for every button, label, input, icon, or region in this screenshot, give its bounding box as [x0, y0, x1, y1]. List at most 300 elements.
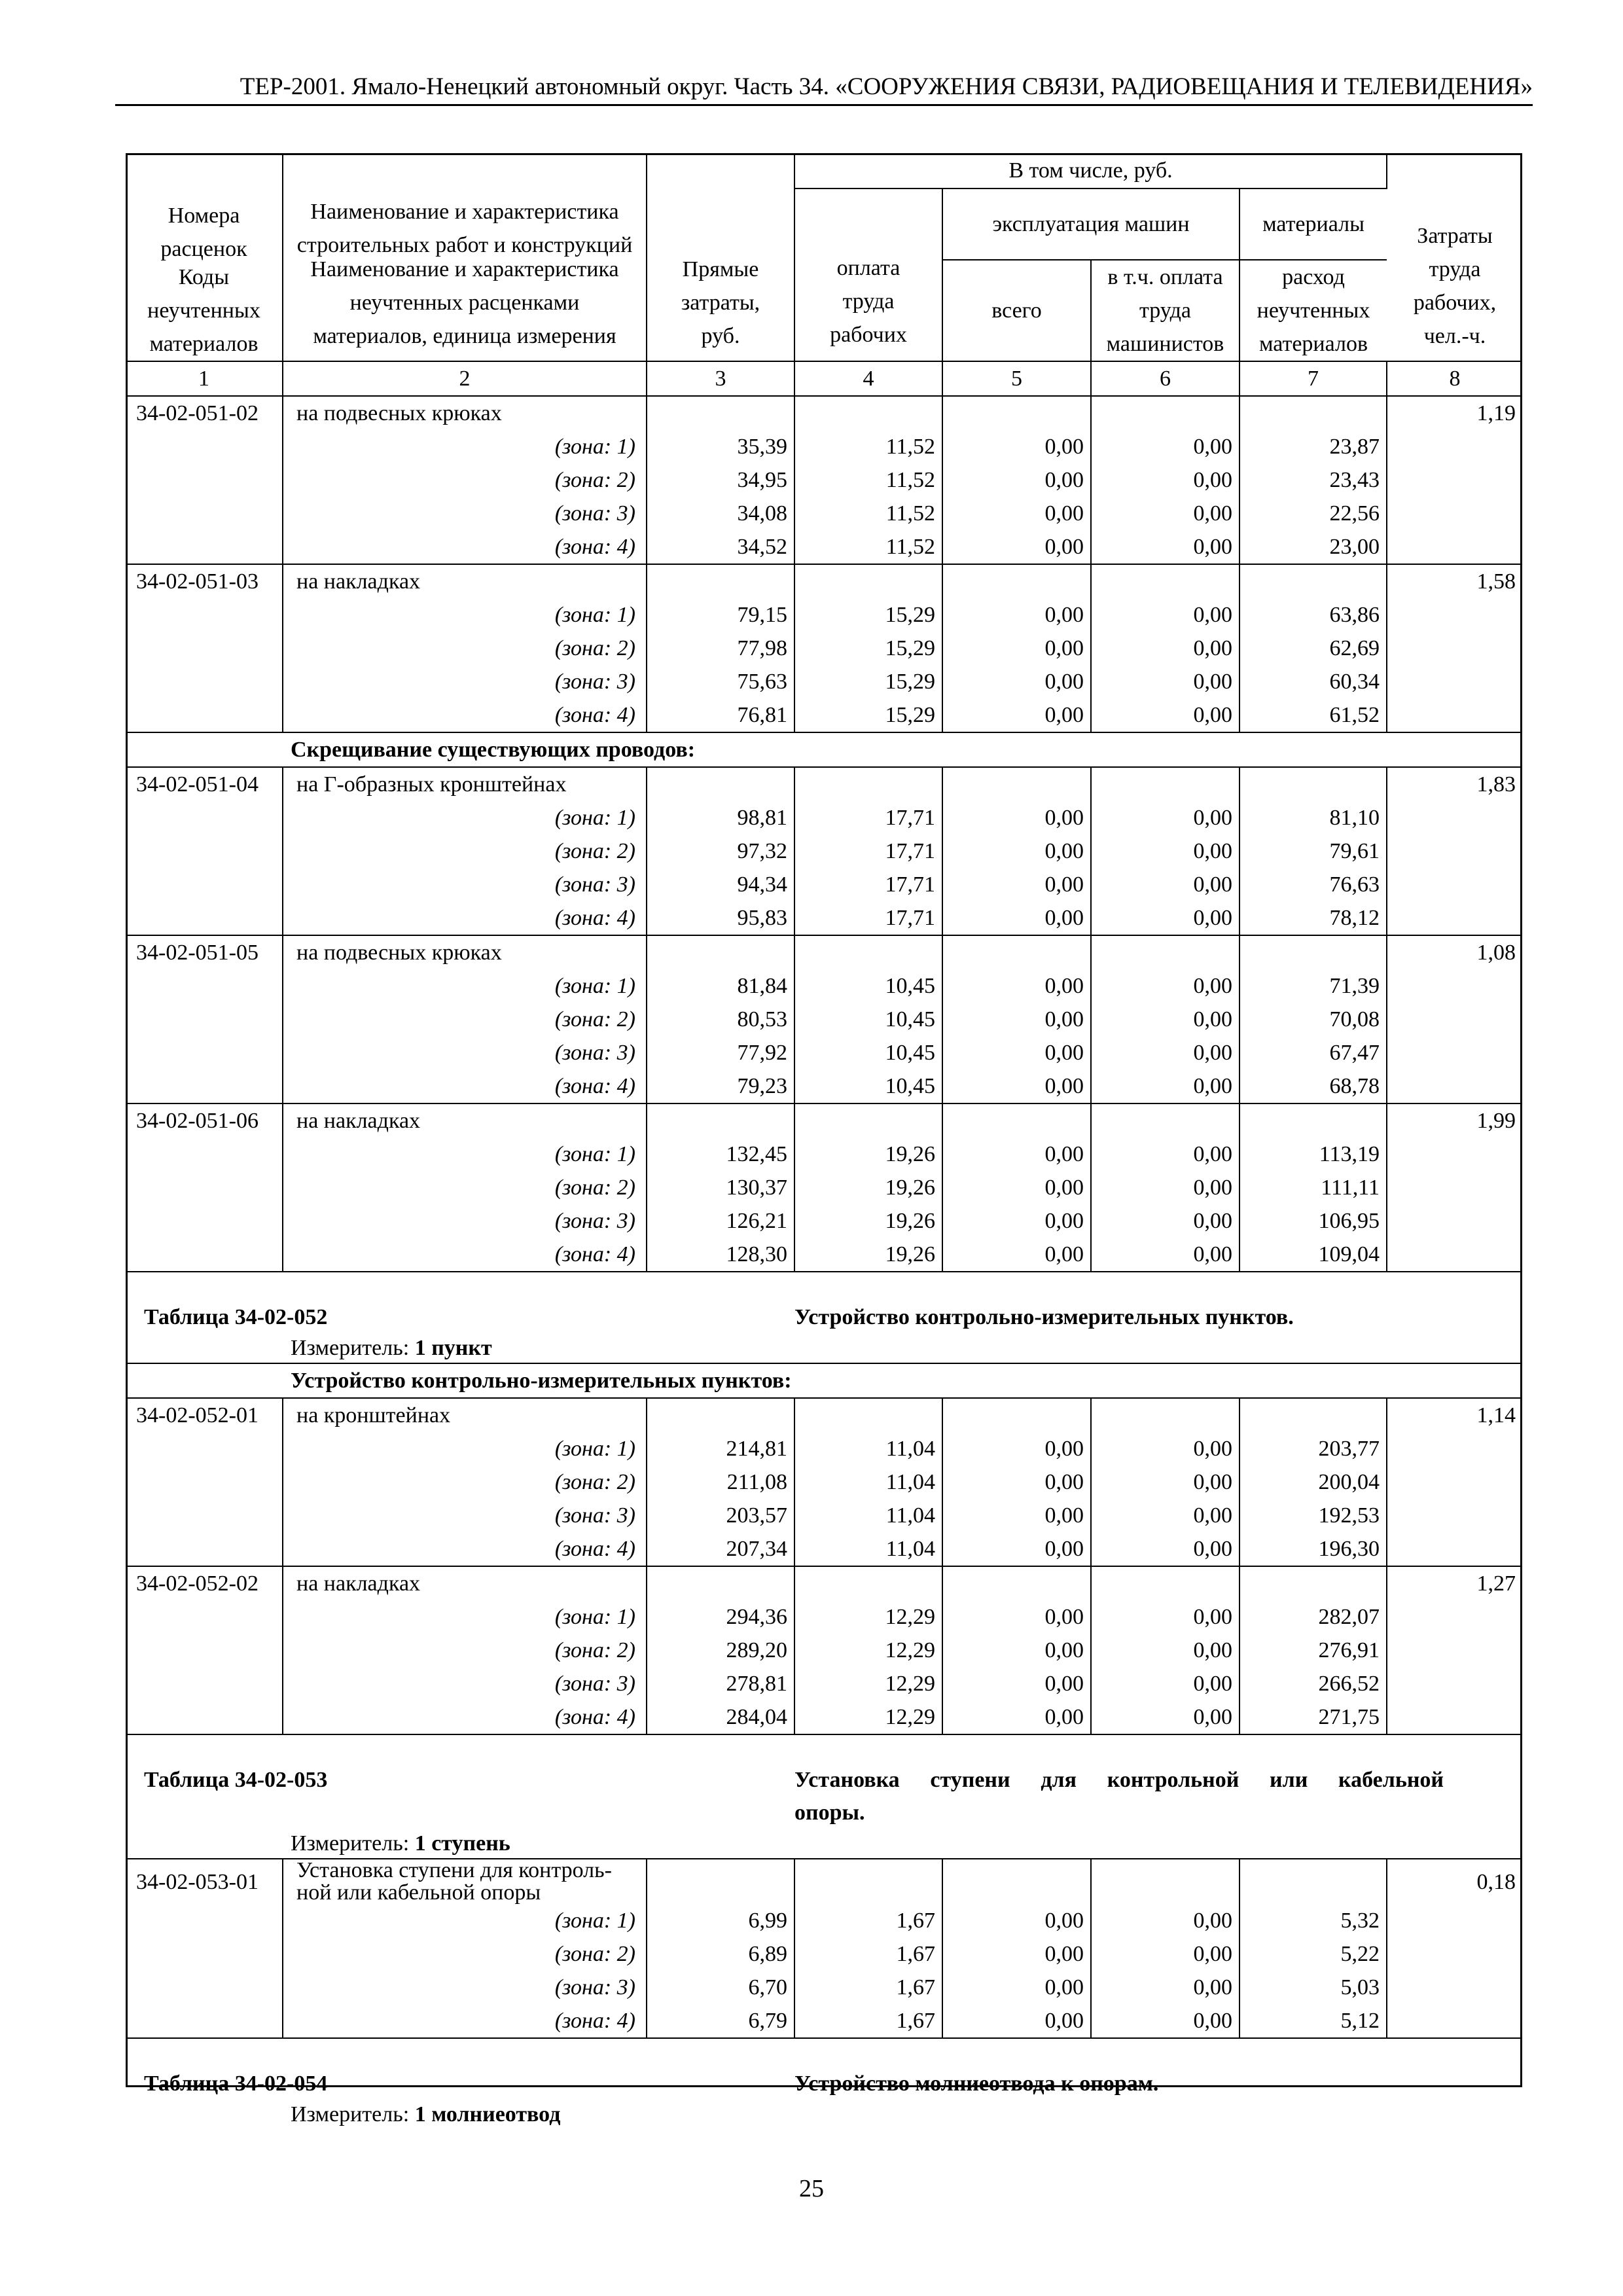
- machinist-wages: 0,00: [1091, 1634, 1240, 1667]
- labor-cost: 1,27: [1476, 1571, 1516, 1596]
- zone-row: [126, 1667, 1522, 1700]
- direct-costs: 34,08: [647, 497, 794, 530]
- empty-cell: [794, 1859, 942, 1904]
- zone-row: [126, 1971, 1522, 2004]
- empty-cell: [647, 767, 794, 801]
- machinist-wages: 0,00: [1091, 2004, 1240, 2038]
- table-row: [126, 396, 1522, 430]
- materials-cost: 266,52: [1240, 1667, 1387, 1700]
- zone-row: [126, 834, 1522, 868]
- empty-cell: [1240, 767, 1387, 801]
- section-title: Устройство контрольно-измерительных пунктов:: [291, 1369, 792, 1393]
- materials-cost: 282,07: [1240, 1600, 1387, 1634]
- machines-total: 0,00: [942, 1432, 1091, 1465]
- rate-code: 34-02-051-03: [126, 564, 283, 598]
- materials-cost: 23,00: [1240, 530, 1387, 564]
- column-number: 6: [1091, 361, 1240, 396]
- materials-cost: 62,69: [1240, 632, 1387, 665]
- empty-cell: [1240, 1398, 1387, 1432]
- machinist-wages: 0,00: [1091, 901, 1240, 935]
- empty-cell: [1387, 1069, 1522, 1103]
- zone-row: [126, 632, 1522, 665]
- empty-cell: [1387, 632, 1522, 665]
- materials-cost: 200,04: [1240, 1465, 1387, 1499]
- empty-cell: [647, 1859, 794, 1904]
- empty-cell: [126, 1634, 283, 1667]
- materials-cost: 60,34: [1240, 665, 1387, 698]
- direct-costs: 80,53: [647, 1003, 794, 1036]
- machines-total: 0,00: [942, 1069, 1091, 1103]
- empty-cell: [126, 1700, 283, 1734]
- worker-wages: 10,45: [794, 1069, 942, 1103]
- empty-cell: [126, 969, 283, 1003]
- empty-cell: [126, 530, 283, 564]
- table-title-line: опоры.: [794, 1801, 865, 1825]
- header-rule: [115, 104, 1533, 106]
- meter-label: Измеритель:: [291, 1336, 410, 1360]
- machines-total: 0,00: [942, 969, 1091, 1003]
- machinist-wages: 0,00: [1091, 1904, 1240, 1937]
- labor-cost: 1,99: [1476, 1109, 1516, 1133]
- direct-costs: 203,57: [647, 1499, 794, 1532]
- zone-row: [126, 1069, 1522, 1103]
- column-number: 2: [283, 361, 647, 396]
- worker-wages: 17,71: [794, 801, 942, 834]
- machines-total: 0,00: [942, 497, 1091, 530]
- zone-label: (зона: 2): [283, 1465, 647, 1499]
- materials-cost: 70,08: [1240, 1003, 1387, 1036]
- zone-label: (зона: 4): [283, 1238, 647, 1272]
- meter: [126, 1334, 1522, 1363]
- empty-cell: [1240, 1566, 1387, 1600]
- machines-total: 0,00: [942, 530, 1091, 564]
- zone-label: (зона: 2): [283, 1003, 647, 1036]
- rate-code: 34-02-053-01: [126, 1859, 283, 1904]
- worker-wages: 11,04: [794, 1465, 942, 1499]
- empty-cell: [1387, 1937, 1522, 1971]
- empty-cell: [794, 1398, 942, 1432]
- worker-wages: 17,71: [794, 868, 942, 901]
- machines-total: 0,00: [942, 598, 1091, 632]
- direct-costs: 79,15: [647, 598, 794, 632]
- zone-row: [126, 1499, 1522, 1532]
- zone-label: (зона: 1): [283, 1432, 647, 1465]
- table-row: [126, 1566, 1522, 1600]
- empty-cell: [1240, 935, 1387, 969]
- column-number: 4: [794, 361, 942, 396]
- zone-row: [126, 1465, 1522, 1499]
- empty-cell: [647, 396, 794, 430]
- empty-cell: [942, 1859, 1091, 1904]
- empty-cell: [1091, 1859, 1240, 1904]
- direct-costs: 75,63: [647, 665, 794, 698]
- worker-wages: 15,29: [794, 632, 942, 665]
- worker-wages: 19,26: [794, 1171, 942, 1204]
- machines-total: 0,00: [942, 463, 1091, 497]
- machines-total: 0,00: [942, 1634, 1091, 1667]
- direct-costs: 34,95: [647, 463, 794, 497]
- materials-cost: 109,04: [1240, 1238, 1387, 1272]
- header-machines: эксплуатация машин: [942, 188, 1240, 260]
- work-name: на накладках: [283, 1566, 647, 1600]
- machines-total: 0,00: [942, 430, 1091, 463]
- direct-costs: 34,52: [647, 530, 794, 564]
- machinist-wages: 0,00: [1091, 1432, 1240, 1465]
- empty-cell: [1387, 1971, 1522, 2004]
- materials-cost: 5,22: [1240, 1937, 1387, 1971]
- machinist-wages: 0,00: [1091, 1171, 1240, 1204]
- empty-cell: [1387, 801, 1522, 834]
- machinist-wages: 0,00: [1091, 1465, 1240, 1499]
- machinist-wages: 0,00: [1091, 463, 1240, 497]
- machinist-wages: 0,00: [1091, 1069, 1240, 1103]
- zone-row: [126, 463, 1522, 497]
- zone-row: [126, 530, 1522, 564]
- zone-label: (зона: 3): [283, 665, 647, 698]
- empty-cell: [1387, 463, 1522, 497]
- zone-row: [126, 1532, 1522, 1566]
- header-group-title: В том числе, руб.: [794, 153, 1387, 188]
- worker-wages: 12,29: [794, 1667, 942, 1700]
- materials-cost: 271,75: [1240, 1700, 1387, 1734]
- zone-label: (зона: 1): [283, 430, 647, 463]
- rate-code: 34-02-052-01: [126, 1398, 283, 1432]
- table-row: [126, 1859, 1522, 1904]
- machines-total: 0,00: [942, 1700, 1091, 1734]
- zone-row: [126, 868, 1522, 901]
- zone-row: [126, 801, 1522, 834]
- table-row: [126, 767, 1522, 801]
- empty-cell: [647, 1103, 794, 1138]
- machines-total: 0,00: [942, 1204, 1091, 1238]
- empty-cell: [1387, 1204, 1522, 1238]
- header-wages: оплата труда рабочих: [794, 188, 942, 361]
- rate-code: 34-02-052-02: [126, 1566, 283, 1600]
- empty-cell: [647, 935, 794, 969]
- header-names: [283, 153, 647, 361]
- zone-row: [126, 1138, 1522, 1171]
- direct-costs: 6,79: [647, 2004, 794, 2038]
- section-row: [126, 732, 1522, 767]
- zone-row: [126, 1634, 1522, 1667]
- materials-cost: 5,12: [1240, 2004, 1387, 2038]
- header-machines-total: всего: [942, 260, 1091, 361]
- empty-cell: [1387, 1667, 1522, 1700]
- zone-label: (зона: 4): [283, 1069, 647, 1103]
- worker-wages: 15,29: [794, 665, 942, 698]
- zone-label: (зона: 1): [283, 598, 647, 632]
- empty-cell: [1387, 430, 1522, 463]
- empty-cell: [942, 767, 1091, 801]
- zone-row: [126, 969, 1522, 1003]
- empty-cell: [647, 1566, 794, 1600]
- worker-wages: 11,04: [794, 1532, 942, 1566]
- empty-cell: [126, 801, 283, 834]
- labor-cost: 1,19: [1476, 401, 1516, 425]
- machines-total: 0,00: [942, 1937, 1091, 1971]
- materials-cost: 111,11: [1240, 1171, 1387, 1204]
- table-title-row: [126, 1272, 1522, 1334]
- zone-row: [126, 1238, 1522, 1272]
- zone-label: (зона: 1): [283, 1138, 647, 1171]
- zone-label: (зона: 1): [283, 1904, 647, 1937]
- zone-row: [126, 1432, 1522, 1465]
- empty-cell: [1387, 1465, 1522, 1499]
- worker-wages: 19,26: [794, 1238, 942, 1272]
- zone-label: (зона: 4): [283, 901, 647, 935]
- direct-costs: 289,20: [647, 1634, 794, 1667]
- rate-code: 34-02-051-02: [126, 396, 283, 430]
- zone-row: [126, 1171, 1522, 1204]
- empty-cell: [1387, 2004, 1522, 2038]
- empty-cell: [794, 935, 942, 969]
- empty-cell: [1387, 497, 1522, 530]
- empty-cell: [1387, 1634, 1522, 1667]
- worker-wages: 10,45: [794, 969, 942, 1003]
- work-name: на кронштейнах: [283, 1398, 647, 1432]
- machines-total: 0,00: [942, 868, 1091, 901]
- worker-wages: 11,52: [794, 497, 942, 530]
- zone-label: (зона: 1): [283, 801, 647, 834]
- worker-wages: 1,67: [794, 1971, 942, 2004]
- empty-cell: [1387, 530, 1522, 564]
- empty-cell: [126, 698, 283, 732]
- labor-cost: 1,58: [1476, 569, 1516, 594]
- work-name: на накладках: [283, 1103, 647, 1138]
- zone-row: [126, 1204, 1522, 1238]
- machines-total: 0,00: [942, 1600, 1091, 1634]
- meter-row: [126, 1334, 1522, 1363]
- materials-cost: 203,77: [1240, 1432, 1387, 1465]
- empty-cell: [1240, 1859, 1387, 1904]
- zone-label: (зона: 3): [283, 1036, 647, 1069]
- empty-cell: [1387, 1238, 1522, 1272]
- empty-cell: [1240, 1103, 1387, 1138]
- table-number: Таблица 34-02-052: [144, 1305, 328, 1329]
- rate-code: 34-02-051-06: [126, 1103, 283, 1138]
- rate-code: 34-02-051-04: [126, 767, 283, 801]
- table-row: [126, 1398, 1522, 1432]
- column-number: 7: [1240, 361, 1387, 396]
- zone-label: (зона: 1): [283, 1600, 647, 1634]
- zone-label: (зона: 2): [283, 1171, 647, 1204]
- table-title-row: [126, 1734, 1522, 1829]
- machinist-wages: 0,00: [1091, 632, 1240, 665]
- meter: [126, 2100, 1522, 2129]
- empty-cell: [1387, 1532, 1522, 1566]
- direct-costs: 294,36: [647, 1600, 794, 1634]
- zone-row: [126, 1700, 1522, 1734]
- machinist-wages: 0,00: [1091, 1499, 1240, 1532]
- header-machinist-wages: в т.ч. оплата труда машинистов: [1091, 260, 1240, 361]
- empty-cell: [942, 935, 1091, 969]
- table-title: Устройство молниеотвода к опорам.: [794, 2072, 1159, 2096]
- direct-costs: 128,30: [647, 1238, 794, 1272]
- zone-row: [126, 430, 1522, 463]
- labor-cost: 1,08: [1476, 941, 1516, 965]
- meter-value: 1 молниеотвод: [414, 2102, 561, 2126]
- direct-costs: 126,21: [647, 1204, 794, 1238]
- machines-total: 0,00: [942, 1532, 1091, 1566]
- empty-cell: [126, 1036, 283, 1069]
- empty-cell: [1387, 1904, 1522, 1937]
- empty-cell: [942, 564, 1091, 598]
- machines-total: 0,00: [942, 801, 1091, 834]
- page-number: 25: [799, 2175, 824, 2202]
- empty-cell: [1387, 834, 1522, 868]
- worker-wages: 10,45: [794, 1036, 942, 1069]
- machinist-wages: 0,00: [1091, 834, 1240, 868]
- empty-cell: [1240, 396, 1387, 430]
- empty-cell: [126, 1003, 283, 1036]
- machinist-wages: 0,00: [1091, 1036, 1240, 1069]
- empty-cell: [126, 598, 283, 632]
- direct-costs: 35,39: [647, 430, 794, 463]
- machines-total: 0,00: [942, 1465, 1091, 1499]
- table-number: Таблица 34-02-053: [144, 1768, 328, 1792]
- rate-code: 34-02-051-05: [126, 935, 283, 969]
- empty-cell: [126, 497, 283, 530]
- machines-total: 0,00: [942, 1171, 1091, 1204]
- labor-cost: 0,18: [1476, 1869, 1516, 1894]
- meter-row: [126, 1829, 1522, 1859]
- empty-cell: [1091, 564, 1240, 598]
- direct-costs: 6,89: [647, 1937, 794, 1971]
- machines-total: 0,00: [942, 2004, 1091, 2038]
- header-names-top: Наименование и характеристика строительных работ и конструкций: [296, 200, 633, 257]
- empty-cell: [1387, 868, 1522, 901]
- empty-cell: [794, 1103, 942, 1138]
- header-materials: материалы: [1240, 188, 1387, 260]
- direct-costs: 79,23: [647, 1069, 794, 1103]
- empty-cell: [126, 1667, 283, 1700]
- empty-cell: [126, 463, 283, 497]
- materials-cost: 5,32: [1240, 1904, 1387, 1937]
- direct-costs: 97,32: [647, 834, 794, 868]
- empty-cell: [1387, 1499, 1522, 1532]
- machinist-wages: 0,00: [1091, 969, 1240, 1003]
- direct-costs: 278,81: [647, 1667, 794, 1700]
- materials-cost: 76,63: [1240, 868, 1387, 901]
- empty-cell: [1387, 665, 1522, 698]
- direct-costs: 211,08: [647, 1465, 794, 1499]
- zone-label: (зона: 3): [283, 1971, 647, 2004]
- machinist-wages: 0,00: [1091, 801, 1240, 834]
- worker-wages: 15,29: [794, 698, 942, 732]
- meter-label: Измеритель:: [291, 2102, 410, 2126]
- zone-label: (зона: 4): [283, 2004, 647, 2038]
- empty-cell: [126, 1600, 283, 1634]
- empty-cell: [794, 396, 942, 430]
- header-codes-top: Номера расценок: [160, 204, 247, 261]
- direct-costs: 132,45: [647, 1138, 794, 1171]
- empty-cell: [1387, 1138, 1522, 1171]
- worker-wages: 11,52: [794, 530, 942, 564]
- section-row: [126, 1363, 1522, 1398]
- materials-cost: 106,95: [1240, 1204, 1387, 1238]
- direct-costs: 214,81: [647, 1432, 794, 1465]
- zone-row: [126, 1003, 1522, 1036]
- worker-wages: 12,29: [794, 1600, 942, 1634]
- materials-cost: 23,87: [1240, 430, 1387, 463]
- materials-cost: 276,91: [1240, 1634, 1387, 1667]
- worker-wages: 11,04: [794, 1499, 942, 1532]
- worker-wages: 11,04: [794, 1432, 942, 1465]
- empty-cell: [126, 1069, 283, 1103]
- worker-wages: 15,29: [794, 598, 942, 632]
- zone-row: [126, 665, 1522, 698]
- worker-wages: 17,71: [794, 901, 942, 935]
- empty-cell: [126, 1432, 283, 1465]
- empty-cell: [126, 1465, 283, 1499]
- zone-label: (зона: 3): [283, 868, 647, 901]
- work-name-line: ной или кабельной опоры: [296, 1880, 541, 1905]
- empty-cell: [1091, 396, 1240, 430]
- zone-row: [126, 901, 1522, 935]
- machinist-wages: 0,00: [1091, 698, 1240, 732]
- empty-cell: [126, 834, 283, 868]
- empty-cell: [1091, 1103, 1240, 1138]
- zone-row: [126, 497, 1522, 530]
- empty-cell: [942, 1566, 1091, 1600]
- work-name: на Г-образных кронштейнах: [283, 767, 647, 801]
- meter-row: [126, 2100, 1522, 2129]
- worker-wages: 11,52: [794, 430, 942, 463]
- empty-cell: [1387, 1600, 1522, 1634]
- direct-costs: 6,70: [647, 1971, 794, 2004]
- machines-total: 0,00: [942, 1036, 1091, 1069]
- zone-label: (зона: 2): [283, 834, 647, 868]
- meter-label: Измеритель:: [291, 1831, 410, 1856]
- zone-label: (зона: 2): [283, 1937, 647, 1971]
- empty-cell: [794, 767, 942, 801]
- work-name: на накладках: [283, 564, 647, 598]
- table-title: Устройство контрольно-измерительных пунктов.: [794, 1305, 1294, 1329]
- header-direct-costs: Прямые затраты, руб.: [647, 153, 794, 361]
- empty-cell: [126, 1971, 283, 2004]
- empty-cell: [1387, 598, 1522, 632]
- worker-wages: 12,29: [794, 1634, 942, 1667]
- direct-costs: 207,34: [647, 1532, 794, 1566]
- empty-cell: [126, 1138, 283, 1171]
- empty-cell: [1387, 1003, 1522, 1036]
- work-name-line: Установка ступени для контроль-: [296, 1858, 612, 1882]
- machinist-wages: 0,00: [1091, 598, 1240, 632]
- materials-cost: 5,03: [1240, 1971, 1387, 2004]
- machinist-wages: 0,00: [1091, 1238, 1240, 1272]
- table-title-line: Установка ступени для контрольной или кабельной: [794, 1768, 1444, 1792]
- machines-total: 0,00: [942, 665, 1091, 698]
- machines-total: 0,00: [942, 834, 1091, 868]
- running-header: ТЕР-2001. Ямало-Ненецкий автономный округ. Часть 34. «СООРУЖЕНИЯ СВЯЗИ, РАДИОВЕЩАНИЯ И ТЕЛЕВИДЕНИЯ»: [240, 73, 1533, 100]
- machines-total: 0,00: [942, 632, 1091, 665]
- zone-label: (зона: 4): [283, 1532, 647, 1566]
- materials-cost: 79,61: [1240, 834, 1387, 868]
- table-title-row: [126, 2038, 1522, 2100]
- zone-row: [126, 698, 1522, 732]
- zone-row: [126, 1937, 1522, 1971]
- empty-cell: [126, 1238, 283, 1272]
- zone-row: [126, 1904, 1522, 1937]
- empty-cell: [1240, 564, 1387, 598]
- zone-row: [126, 598, 1522, 632]
- materials-cost: 63,86: [1240, 598, 1387, 632]
- materials-cost: 113,19: [1240, 1138, 1387, 1171]
- zone-label: (зона: 2): [283, 463, 647, 497]
- direct-costs: 77,92: [647, 1036, 794, 1069]
- zone-row: [126, 2004, 1522, 2038]
- direct-costs: 76,81: [647, 698, 794, 732]
